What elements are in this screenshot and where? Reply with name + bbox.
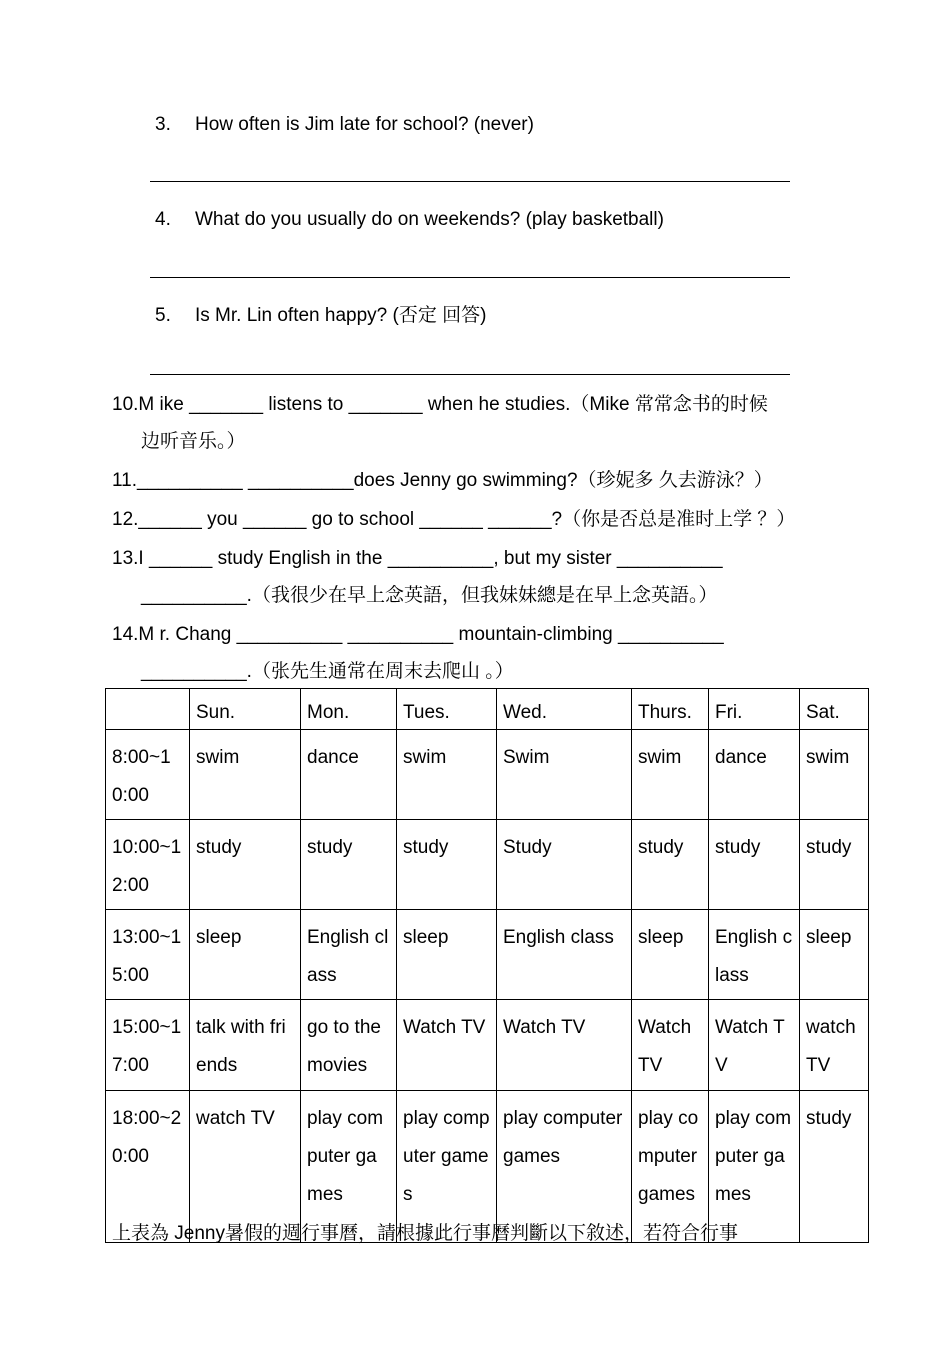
fill-in-11: 11.__________ __________does Jenny go swimming?（珍妮多 久去游泳？） <box>112 470 773 491</box>
answer-line[interactable] <box>150 181 790 183</box>
header-cell: Fri. <box>709 689 800 730</box>
table-row <box>106 1000 869 1091</box>
activity-cell: study <box>709 820 800 910</box>
activity-cell: study <box>397 820 497 910</box>
fill-in-13-line1: 13.I ______ study English in the __________, but my sister __________ <box>112 548 723 569</box>
fill-in-13-line2: __________.（我很少在早上念英語，但我妹妹總是在早上念英語。） <box>141 585 718 606</box>
activity-cell: Watch TV <box>632 1000 709 1091</box>
fill-in-14-line2: __________.（张先生通常在周末去爬山 。） <box>141 661 514 682</box>
activity-cell: play computer games <box>397 1091 497 1243</box>
table-row <box>106 910 869 1000</box>
activity-cell: go to the movies <box>301 1000 397 1091</box>
answer-line[interactable] <box>150 374 790 376</box>
activity-cell: swim <box>397 730 497 820</box>
time-cell: 10:00~12:00 <box>106 820 190 910</box>
question-text: How often is Jim late for school? (never) <box>195 114 534 135</box>
activity-cell: sleep <box>397 910 497 1000</box>
activity-cell: Watch TV <box>709 1000 800 1091</box>
instruction-text: 上表為 Jenny暑假的週行事曆，請根據此行事曆判斷以下敘述，若符合行事 <box>112 1223 738 1244</box>
activity-cell: sleep <box>632 910 709 1000</box>
fill-in-14-line1: 14.M r. Chang __________ __________ mountain-climbing __________ <box>112 624 724 645</box>
question-number: 3. <box>155 114 171 135</box>
activity-cell: study <box>632 820 709 910</box>
header-cell <box>106 689 190 730</box>
activity-cell: sleep <box>190 910 301 1000</box>
time-cell: 8:00~10:00 <box>106 730 190 820</box>
question-3 <box>155 113 534 137</box>
activity-cell: Watch TV <box>497 1000 632 1091</box>
question-text: Is Mr. Lin often happy? (否定 回答) <box>195 305 487 326</box>
activity-cell: talk with friends <box>190 1000 301 1091</box>
header-cell: Mon. <box>301 689 397 730</box>
activity-cell: swim <box>632 730 709 820</box>
time-cell: 15:00~17:00 <box>106 1000 190 1091</box>
fill-in-12: 12.______ you ______ go to school ______ ______?（你是否总是准时上学 ？） <box>112 509 796 530</box>
activity-cell: English class <box>497 910 632 1000</box>
weekly-schedule-table <box>105 688 869 1243</box>
activity-cell: Swim <box>497 730 632 820</box>
time-cell: 18:00~20:00 <box>106 1091 190 1243</box>
activity-cell: swim <box>190 730 301 820</box>
answer-line[interactable] <box>150 277 790 279</box>
question-5 <box>155 304 486 328</box>
question-text: What do you usually do on weekends? (play basketball) <box>195 209 664 230</box>
question-number: 4. <box>155 209 171 230</box>
activity-cell: play computer games <box>497 1091 632 1243</box>
activity-cell: dance <box>301 730 397 820</box>
time-cell: 13:00~15:00 <box>106 910 190 1000</box>
fill-in-10-line1: 10.M ike _______ listens to _______ when he studies.（Mike 常常念书的时候 <box>112 394 768 415</box>
header-cell: Thurs. <box>632 689 709 730</box>
activity-cell: study <box>301 820 397 910</box>
activity-cell: play computer games <box>301 1091 397 1243</box>
activity-cell: study <box>800 820 869 910</box>
header-cell: Sat. <box>800 689 869 730</box>
header-cell: Tues. <box>397 689 497 730</box>
table-row <box>106 730 869 820</box>
activity-cell: watch TV <box>800 1000 869 1091</box>
activity-cell: English class <box>709 910 800 1000</box>
table-row <box>106 820 869 910</box>
fill-in-10-line2: 边听音乐。） <box>141 431 246 452</box>
activity-cell: swim <box>800 730 869 820</box>
question-number: 5. <box>155 305 171 326</box>
activity-cell: dance <box>709 730 800 820</box>
activity-cell: study <box>190 820 301 910</box>
activity-cell: play computer games <box>632 1091 709 1243</box>
header-cell: Sun. <box>190 689 301 730</box>
activity-cell: Study <box>497 820 632 910</box>
activity-cell: sleep <box>800 910 869 1000</box>
activity-cell: play computer games <box>709 1091 800 1243</box>
activity-cell: study <box>800 1091 869 1243</box>
header-cell: Wed. <box>497 689 632 730</box>
table-header-row <box>106 689 869 730</box>
activity-cell: watch TV <box>190 1091 301 1243</box>
activity-cell: Watch TV <box>397 1000 497 1091</box>
activity-cell: English class <box>301 910 397 1000</box>
question-4 <box>155 208 664 232</box>
